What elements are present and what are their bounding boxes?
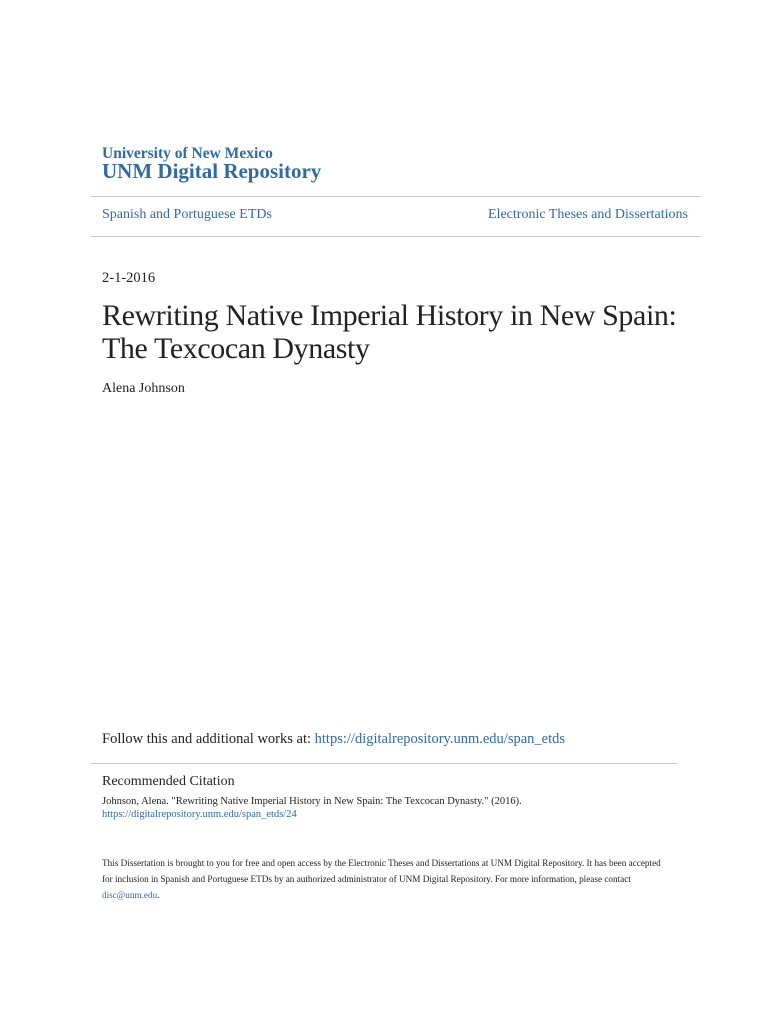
divider-top (90, 196, 700, 197)
publication-date: 2-1-2016 (102, 270, 156, 286)
notice-end: . (157, 890, 160, 900)
repository-name[interactable]: UNM Digital Repository (102, 159, 322, 183)
author-name: Alena Johnson (102, 381, 185, 396)
citation-link[interactable]: https://digitalrepository.unm.edu/span_etds/24 (102, 809, 297, 820)
citation-heading: Recommended Citation (102, 774, 235, 789)
citation-text: Johnson, Alena. "Rewriting Native Imperial History in New Spain: The Texcocan Dynasty." (2016). (102, 796, 522, 807)
follow-label: Follow this and additional works at: (102, 731, 315, 747)
collection-link[interactable]: Spanish and Portuguese ETDs (102, 207, 272, 222)
access-notice (102, 855, 662, 903)
divider-citation (90, 763, 678, 764)
contact-email-link[interactable]: disc@unm.edu (102, 890, 158, 900)
notice-text: This Dissertation is brought to you for free and open access by the Electronic Theses and Dissertations at UNM Digital Repository. It has been accepted for inclusion in Spanish and Portuguese ETDs by an authorized administrator of UNM Digital Repository. For more information, please contact (102, 858, 661, 884)
follow-row (102, 731, 565, 748)
series-link[interactable]: Electronic Theses and Dissertations (488, 207, 688, 222)
document-title-line-2: The Texcocan Dynasty (102, 332, 370, 365)
document-title (102, 299, 702, 365)
document-title-line-1: Rewriting Native Imperial History in New Spain: (102, 299, 677, 332)
institution-name: University of New Mexico (102, 145, 273, 162)
divider-nav-bottom (90, 236, 700, 237)
follow-link[interactable]: https://digitalrepository.unm.edu/span_etds (314, 731, 566, 747)
